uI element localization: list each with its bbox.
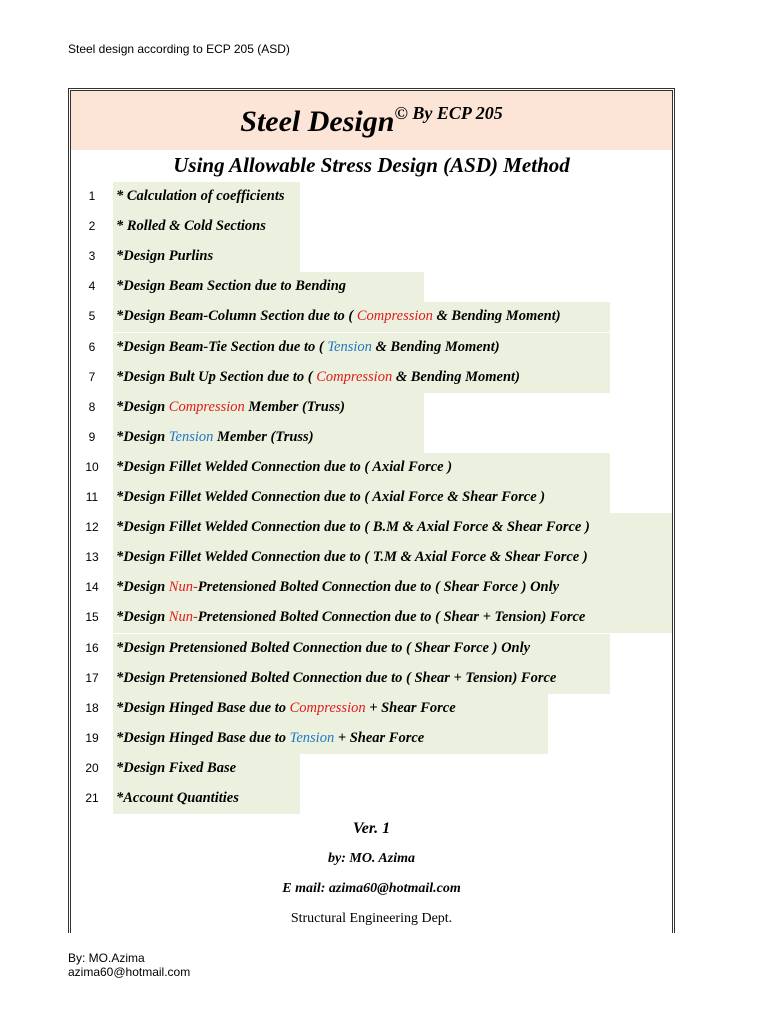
list-item bbox=[71, 423, 672, 453]
item-label-part: Compression bbox=[316, 368, 393, 385]
list-item bbox=[71, 453, 672, 483]
item-label-part: *Account Quantities bbox=[116, 790, 239, 806]
item-label bbox=[116, 489, 545, 506]
item-number: 3 bbox=[88, 249, 96, 264]
title-band bbox=[71, 91, 672, 150]
item-label-part: *Design Pretensioned Bolted Connection due to ( Shear Force ) Only bbox=[116, 639, 531, 656]
item-label-part: Member (Truss) bbox=[244, 398, 345, 415]
email-address: E mail: azima60@hotmail.com bbox=[282, 881, 461, 896]
item-label bbox=[116, 579, 559, 596]
item-label-part: *Design Bult Up Section due to ( bbox=[116, 368, 317, 385]
item-label-part: *Design Beam-Tie Section due to ( bbox=[116, 338, 328, 355]
author: by: MO. Azima bbox=[328, 851, 415, 866]
item-label-part: + Shear Force bbox=[334, 729, 425, 746]
version: Ver. 1 bbox=[352, 820, 391, 837]
title-by: By ECP 205 bbox=[407, 103, 503, 123]
item-label-part: *Design bbox=[116, 579, 169, 596]
department: Structural Engineering Dept. bbox=[290, 911, 453, 926]
item-label-part: *Design Fillet Welded Connection due to ( T.M & Axial Force & Shear Force ) bbox=[116, 549, 588, 566]
page-header: Steel design according to ECP 205 (ASD) bbox=[68, 42, 290, 56]
item-label-part: + Shear Force bbox=[365, 699, 456, 716]
footer-email: azima60@hotmail.com bbox=[68, 965, 191, 979]
item-label-part: Nun- bbox=[168, 609, 198, 626]
item-label bbox=[116, 670, 556, 687]
item-number: 14 bbox=[85, 580, 99, 595]
item-label-part: Compression bbox=[289, 699, 366, 716]
item-label bbox=[116, 248, 213, 265]
item-label-part: Tension bbox=[168, 428, 214, 445]
item-label bbox=[116, 700, 456, 717]
item-label-part: *Design Fillet Welded Connection due to ( Axial Force ) bbox=[116, 458, 453, 475]
page-footer bbox=[68, 951, 190, 979]
item-number: 2 bbox=[88, 219, 96, 234]
item-label bbox=[116, 730, 424, 747]
item-label-part: Tension bbox=[289, 729, 335, 746]
item-label-part: *Design bbox=[116, 609, 169, 626]
list-item bbox=[71, 513, 672, 543]
item-label bbox=[116, 459, 452, 476]
item-number: 10 bbox=[85, 459, 99, 474]
item-label bbox=[116, 278, 346, 295]
title-main: Steel Design bbox=[240, 105, 395, 138]
item-label-part: Nun- bbox=[168, 579, 198, 596]
item-number: 1 bbox=[88, 189, 96, 203]
item-number: 7 bbox=[88, 369, 96, 384]
item-label-part: *Design Fillet Welded Connection due to ( B.M & Axial Force & Shear Force ) bbox=[116, 519, 590, 536]
item-label bbox=[116, 549, 588, 566]
item-number: 21 bbox=[85, 791, 99, 805]
item-label-part: Member (Truss) bbox=[213, 428, 314, 445]
list-item bbox=[71, 754, 672, 784]
list-item bbox=[71, 182, 672, 212]
list-item bbox=[71, 664, 672, 694]
item-number: 17 bbox=[85, 670, 99, 685]
list-item bbox=[71, 483, 672, 513]
item-label-part: *Design Hinged Base due to bbox=[116, 699, 290, 716]
item-label bbox=[116, 519, 590, 536]
item-label-part: Tension bbox=[327, 338, 372, 355]
item-number: 5 bbox=[88, 309, 96, 324]
item-label bbox=[116, 790, 239, 807]
copyright-mark: © bbox=[394, 103, 408, 123]
item-number: 12 bbox=[85, 520, 99, 535]
list-item bbox=[71, 784, 672, 814]
list-item bbox=[71, 272, 672, 302]
item-number: 13 bbox=[85, 550, 99, 565]
item-number: 20 bbox=[85, 760, 99, 775]
document-frame bbox=[68, 88, 675, 933]
item-number: 18 bbox=[85, 700, 99, 715]
item-label-part: * Rolled & Cold Sections bbox=[116, 218, 266, 235]
footer-by: By: MO.Azima bbox=[68, 951, 145, 965]
list-item bbox=[71, 393, 672, 423]
item-label-part: *Design Purlins bbox=[116, 248, 214, 265]
list-item bbox=[71, 242, 672, 272]
item-label-part: *Design Beam Section due to Bending bbox=[116, 278, 347, 295]
item-number: 8 bbox=[88, 399, 96, 414]
list-item bbox=[71, 573, 672, 603]
item-label bbox=[116, 308, 561, 325]
item-label-part: *Design Fixed Base bbox=[116, 759, 237, 776]
item-label bbox=[116, 339, 500, 356]
item-label-part: *Design bbox=[116, 428, 169, 445]
item-number: 4 bbox=[88, 279, 96, 294]
item-label-part: Pretensioned Bolted Connection due to ( Shear + Tension) Force bbox=[197, 609, 586, 626]
list-item bbox=[71, 634, 672, 664]
item-label bbox=[116, 188, 285, 205]
item-label bbox=[116, 609, 585, 626]
item-label-part: * Calculation of coefficients bbox=[116, 188, 285, 204]
list-item bbox=[71, 543, 672, 573]
item-number: 6 bbox=[88, 339, 96, 354]
item-number: 19 bbox=[85, 730, 99, 745]
item-label bbox=[116, 399, 345, 416]
list-item bbox=[71, 333, 672, 363]
item-label bbox=[116, 760, 236, 777]
item-number: 9 bbox=[88, 429, 96, 444]
item-label-part: Compression bbox=[168, 398, 245, 415]
list-item bbox=[71, 603, 672, 633]
item-label-part: *Design Fillet Welded Connection due to ( Axial Force & Shear Force ) bbox=[116, 489, 546, 505]
item-label-part: Compression bbox=[356, 308, 433, 325]
item-label bbox=[116, 218, 266, 235]
item-number: 15 bbox=[85, 610, 99, 625]
list-item bbox=[71, 212, 672, 242]
subtitle: Using Allowable Stress Design (ASD) Method bbox=[173, 153, 570, 177]
list-item bbox=[71, 694, 672, 724]
page-title bbox=[71, 103, 672, 139]
item-label-part: Pretensioned Bolted Connection due to ( Shear Force ) Only bbox=[197, 579, 560, 596]
item-label-part: & Bending Moment) bbox=[432, 308, 561, 325]
item-label bbox=[116, 369, 520, 386]
item-label-part: & Bending Moment) bbox=[371, 338, 500, 355]
item-label-part: & Bending Moment) bbox=[392, 368, 520, 385]
list-item bbox=[71, 363, 672, 393]
item-label-part: *Design Beam-Column Section due to ( bbox=[116, 308, 357, 325]
list-item bbox=[71, 724, 672, 754]
item-label-part: *Design Pretensioned Bolted Connection due to ( Shear + Tension) Force bbox=[116, 669, 557, 686]
item-number: 11 bbox=[85, 490, 99, 504]
item-label bbox=[116, 429, 314, 446]
list-item bbox=[71, 302, 672, 332]
item-label-part: *Design bbox=[116, 398, 169, 415]
item-label-part: *Design Hinged Base due to bbox=[116, 729, 290, 746]
item-label bbox=[116, 640, 530, 657]
item-number: 16 bbox=[85, 640, 99, 655]
